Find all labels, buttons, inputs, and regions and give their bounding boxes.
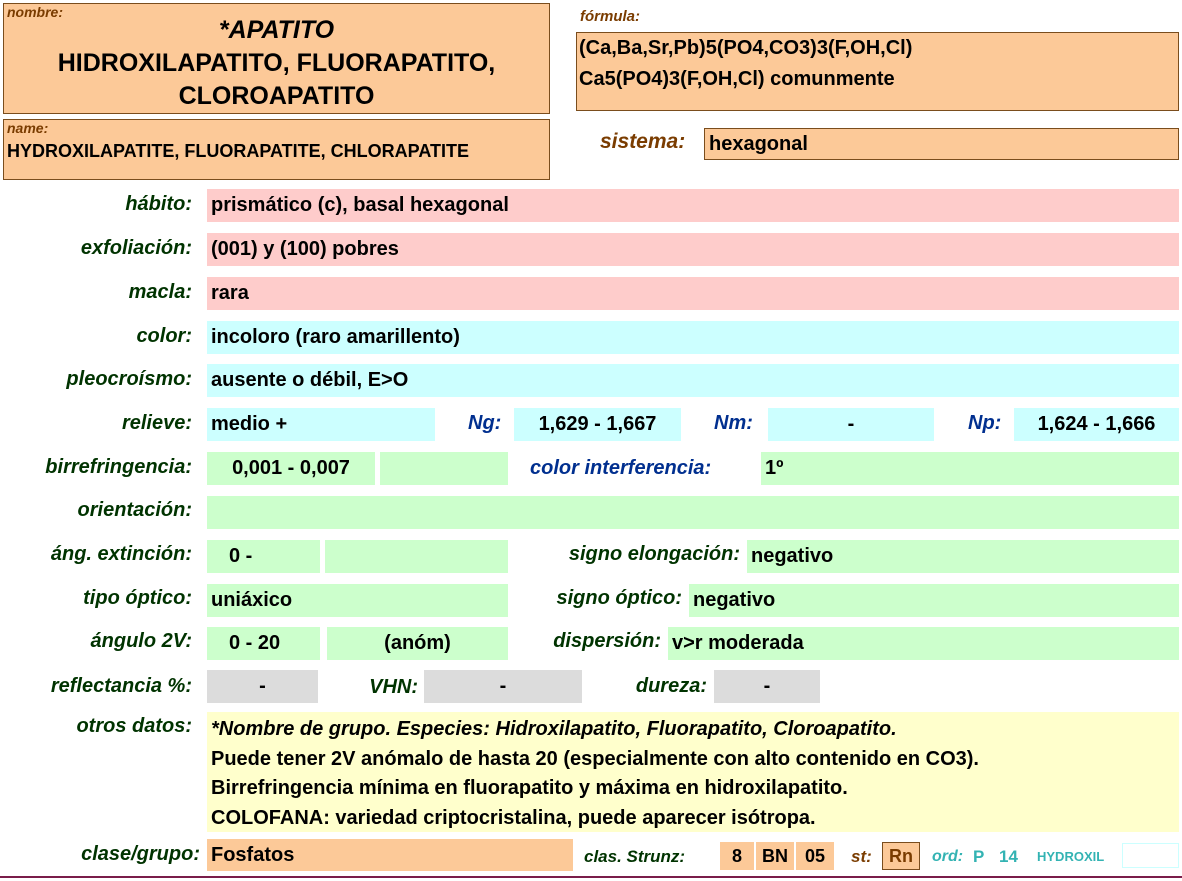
dispersion-label: dispersión: [553,630,661,652]
signo-elongacion-label: signo elongación: [568,543,740,565]
color-label: color: [136,325,192,347]
relieve-label: relieve: [121,412,192,434]
sistema-label: sistema: [600,130,686,153]
dispersion-value: v>r moderada [668,627,1179,660]
pleocroismo-value: ausente o débil, E>O [207,364,1179,397]
otros-datos-line3: Birrefringencia mínima en fluorapatito y máxima en hidroxilapatito. [211,777,848,799]
otros-datos-line2: Puede tener 2V anómalo de hasta 20 (especialmente con alto contenido en CO3). [211,747,979,770]
extincion-label: áng. extinción: [50,543,192,565]
habito-value: prismático (c), basal hexagonal [207,189,1179,222]
nombre-label: nombre: [7,4,63,20]
ord-number: 14 [999,847,1018,866]
vhn-value: - [424,670,582,703]
tipo-optico-value: uniáxico [207,584,508,617]
clase-grupo-value: Fosfatos [207,839,573,871]
np-value: 1,624 - 1,666 [1014,408,1179,441]
sistema-value: hexagonal [704,128,1179,160]
formula-box [576,32,1179,111]
extincion-extra [325,540,508,573]
exfoliacion-value: (001) y (100) pobres [207,233,1179,266]
birrefringencia-extra [380,452,508,485]
exfoliacion-label: exfoliación: [80,237,192,259]
otros-datos-line4: COLOFANA: variedad criptocristalina, puede aparecer isótropa. [211,806,816,829]
angulo-2v-value: 0 - 20 [207,627,320,660]
extincion-value: 0 - [207,540,320,573]
english-name-box [3,119,550,180]
ng-label: Ng: [468,412,502,434]
pleocroismo-label: pleocroísmo: [66,368,192,390]
angulo-2v-label: ángulo 2V: [90,630,192,652]
strunz-label: clas. Strunz: [584,847,686,866]
formula-label: fórmula: [580,8,640,25]
mineral-name [4,14,549,113]
ng-value: 1,629 - 1,667 [514,408,681,441]
birrefringencia-value: 0,001 - 0,007 [207,452,375,485]
clase-grupo-label: clase/grupo: [81,843,200,865]
color-interferencia-label: color interferencia: [530,457,712,479]
angulo-2v-extra: (anóm) [327,627,508,660]
ord-name: HYDROXIL [1037,849,1105,864]
dureza-value: - [714,670,820,703]
relieve-value: medio + [207,408,435,441]
signo-optico-label: signo óptico: [556,587,682,609]
mineral-name-line2: HIDROXILAPATITO, FLUORAPATITO, [57,49,496,77]
nm-value: - [768,408,934,441]
ord-empty-box [1122,843,1179,868]
habito-label: hábito: [125,193,192,215]
vhn-label: VHN: [369,676,418,698]
np-label: Np: [968,412,1002,434]
mineral-name-line1: *APATITO [218,16,335,44]
reflectancia-label: reflectancia %: [50,675,192,697]
mineral-name-line3: CLOROAPATITO [178,82,375,110]
otros-datos-box [207,712,1179,832]
color-interferencia-value: 1º [761,452,1179,485]
english-name-value: HYDROXILAPATITE, FLUORAPATITE, CHLORAPATITE [7,141,469,161]
tipo-optico-label: tipo óptico: [83,587,192,609]
color-value: incoloro (raro amarillento) [207,321,1179,354]
macla-label: macla: [128,281,192,303]
english-name-label: name: [7,120,49,136]
orientacion-label: orientación: [77,499,192,521]
otros-datos-label: otros datos: [76,715,192,737]
ord-label: ord: [932,848,964,865]
strunz-value-1: 8 [720,842,754,870]
bottom-rule [0,876,1182,878]
orientacion-value [207,496,1179,529]
st-value: Rn [882,842,920,870]
signo-optico-value: negativo [689,584,1179,617]
formula-line1: (Ca,Ba,Sr,Pb)5(PO4,CO3)3(F,OH,Cl) [579,37,913,59]
nm-label: Nm: [714,412,753,434]
reflectancia-value: - [207,670,318,703]
birrefringencia-label: birrefringencia: [45,456,192,478]
macla-value: rara [207,277,1179,310]
formula-line2: Ca5(PO4)3(F,OH,Cl) comunmente [579,68,895,90]
dureza-label: dureza: [635,675,707,697]
signo-elongacion-value: negativo [747,540,1179,573]
ord-p: P [973,847,985,866]
otros-datos-line1: *Nombre de grupo. Especies: Hidroxilapatito, Fluorapatito, Cloroapatito. [211,718,897,740]
nombre-box [3,3,550,114]
strunz-value-3: 05 [796,842,834,870]
st-label: st: [851,847,872,866]
strunz-value-2: BN [756,842,794,870]
